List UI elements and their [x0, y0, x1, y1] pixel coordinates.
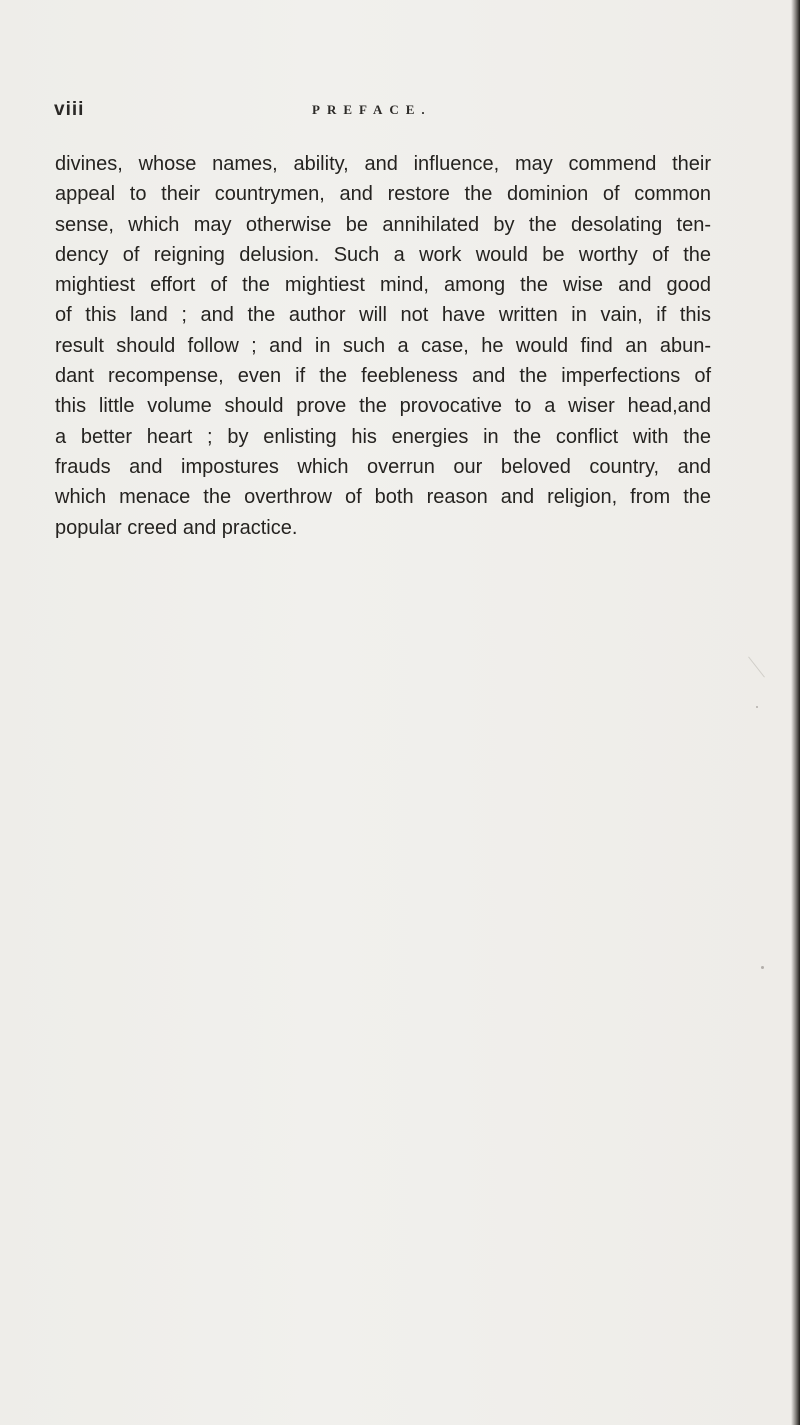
page-edge-shadow [791, 0, 800, 1425]
running-title: PREFACE. [312, 102, 432, 117]
text-line: this little volume should prove the provocative to a wiser head,and [55, 395, 711, 418]
paper-speck [756, 706, 758, 708]
text-line: a better heart ; by enlisting his energies in the conflict with the [55, 425, 711, 448]
text-line: mightiest effort of the mightiest mind, among the wise and good [55, 274, 711, 297]
paper-speck [761, 966, 764, 969]
text-line: of this land ; and the author will not have written in vain, if this [55, 304, 711, 327]
text-line: sense, which may otherwise be annihilated by the desolating ten- [55, 213, 711, 236]
text-line: dency of reigning delusion. Such a work would be worthy of the [55, 243, 711, 266]
text-line: divines, whose names, ability, and influence, may commend their [55, 153, 711, 175]
running-head [54, 99, 734, 129]
text-line: result should follow ; and in such a case, he would find an abun- [55, 334, 711, 357]
text-line: dant recompense, even if the feebleness and the imperfections of [55, 365, 711, 388]
body-paragraph [55, 149, 755, 543]
text-line: which menace the overthrow of both reason and religion, from the [55, 486, 711, 509]
text-line: popular creed and practice. [55, 516, 298, 539]
text-line: frauds and impostures which overrun our beloved country, and [55, 455, 711, 478]
page-number: viii [54, 99, 85, 120]
text-line: appeal to their countrymen, and restore the dominion of common [55, 183, 711, 206]
paper-fiber [748, 656, 765, 677]
